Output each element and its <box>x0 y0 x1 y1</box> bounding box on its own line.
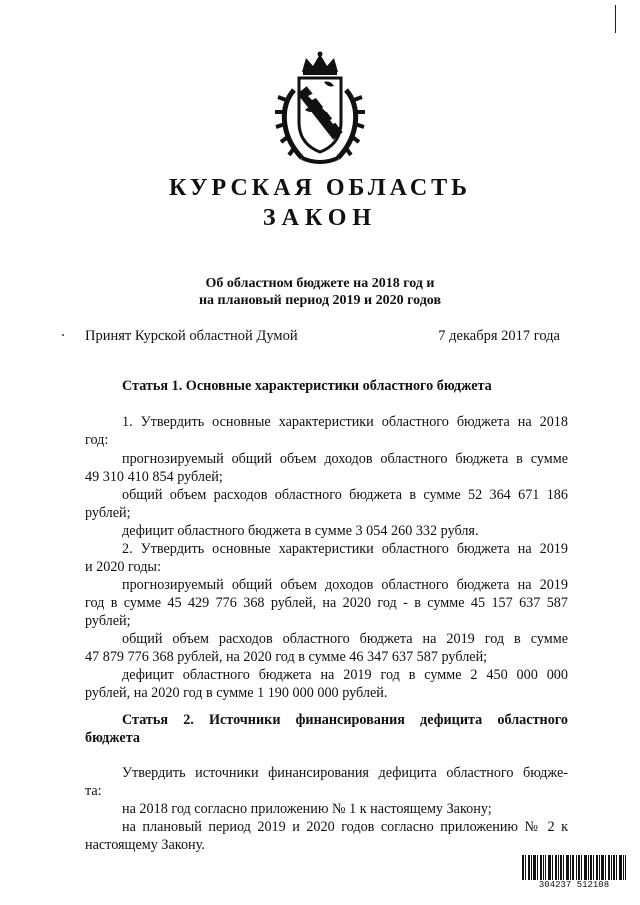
law-subject-line-2: на плановый период 2019 и 2020 годов <box>198 293 442 308</box>
article-1-paragraph: 47 879 776 368 рублей, на 2020 год в сумме 46 347 637 587 рублей; <box>85 649 488 665</box>
document-type-title: ЗАКОН <box>262 205 378 231</box>
article-1-paragraph: прогнозируемый общий объем доходов областного бюджета в сумме <box>122 451 568 467</box>
coat-of-arms-icon <box>272 50 368 168</box>
article-1-paragraph: общий объем расходов областного бюджета на 2019 год в сумме <box>122 631 568 647</box>
barcode-number: 304237 512108 <box>522 880 626 890</box>
article-1-paragraph: 49 310 410 854 рублей; <box>85 469 223 485</box>
article-2-paragraph: на плановый период 2019 и 2020 годов согласно приложению № 2 к <box>122 819 568 835</box>
article-1-paragraph: дефицит областного бюджета в сумме 3 054 260 332 рубля. <box>122 523 479 539</box>
article-1-paragraph: и 2020 годы: <box>85 559 161 575</box>
article-2-paragraph: настоящему Закону. <box>85 837 205 853</box>
article-1-paragraph: рублей; <box>85 613 131 629</box>
law-subject-line-1: Об областном бюджете на 2018 год и <box>205 276 435 291</box>
article-2-paragraph: Утвердить источники финансирования дефицита областного бюдже- <box>122 765 568 781</box>
article-1-paragraph: рублей; <box>85 505 131 521</box>
article-1-paragraph: год: <box>85 432 109 448</box>
article-1-paragraph: рублей, на 2020 год в сумме 1 190 000 000 рублей. <box>85 685 388 701</box>
article-1-paragraph: 1. Утвердить основные характеристики областного бюджета на 2018 <box>122 414 568 430</box>
article-1-paragraph: год в сумме 45 429 776 368 рублей, на 2020 год - в сумме 45 157 637 587 <box>85 595 568 611</box>
region-title: КУРСКАЯ ОБЛАСТЬ <box>168 175 472 201</box>
scan-dot <box>62 334 64 336</box>
article-1-paragraph: дефицит областного бюджета на 2019 год в сумме 2 450 000 000 <box>122 667 568 683</box>
article-1-paragraph: 2. Утвердить основные характеристики областного бюджета на 2019 <box>122 541 568 557</box>
article-2-paragraph: та: <box>85 783 102 799</box>
adopted-by: Принят Курской областной Думой <box>85 328 298 344</box>
scan-mark <box>615 5 616 33</box>
article-2-heading: Статья 2. Источники финансирования дефицита областного <box>122 712 568 728</box>
article-1-heading: Статья 1. Основные характеристики областного бюджета <box>122 378 492 394</box>
article-1-paragraph: общий объем расходов областного бюджета в сумме 52 364 671 186 <box>122 487 568 503</box>
adoption-date: 7 декабря 2017 года <box>438 328 560 344</box>
article-2-paragraph: на 2018 год согласно приложению № 1 к настоящему Закону; <box>122 801 492 817</box>
article-1-paragraph: прогнозируемый общий объем доходов областного бюджета на 2019 <box>122 577 568 593</box>
article-2-heading-cont: бюджета <box>85 730 140 746</box>
